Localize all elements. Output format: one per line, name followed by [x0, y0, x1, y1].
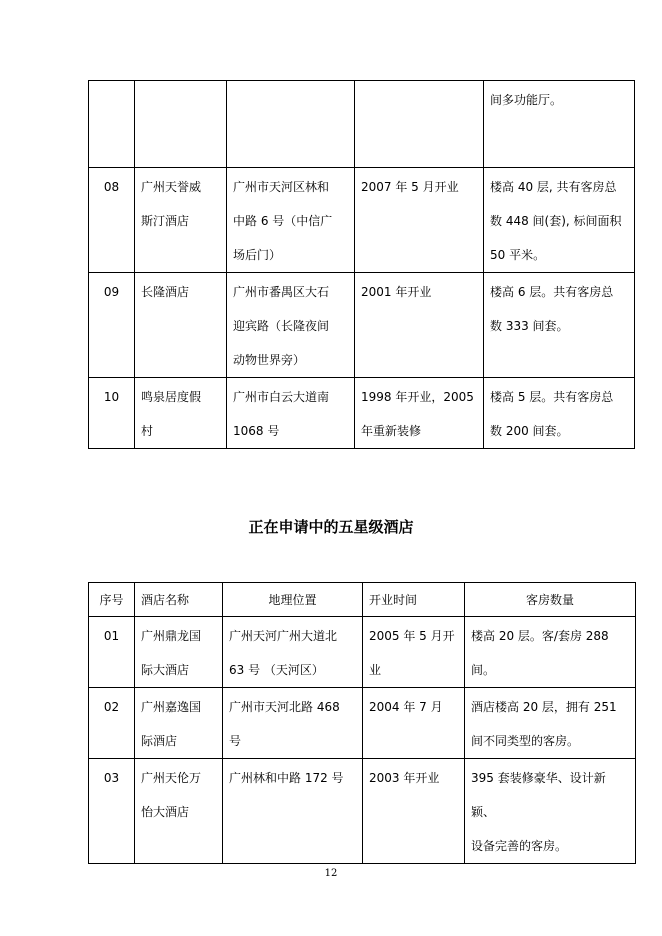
cell-line: 广州市白云大道南 [233, 390, 330, 404]
cell-rooms [465, 688, 636, 759]
cell-rooms [484, 273, 635, 378]
header-num: 序号 [89, 583, 135, 617]
cell-line: 间多功能厅。 [490, 93, 563, 107]
cell-line: 63 号 （天河区） [229, 663, 324, 677]
cell-line: 广州鼎龙国 [141, 629, 202, 643]
cell-line: 际酒店 [141, 734, 178, 748]
cell-opened [355, 273, 484, 378]
cell-line: 广州天河广州大道北 [229, 629, 338, 643]
table-row [89, 168, 635, 273]
cell-rooms [465, 759, 636, 864]
cell-rooms [465, 617, 636, 688]
cell-line: 数 200 间套。 [490, 424, 569, 438]
cell-location [227, 81, 355, 168]
cell-line: 中路 6 号（中信广 [233, 214, 333, 228]
cell-line: 间。 [471, 663, 496, 677]
page-number: 12 [324, 868, 338, 879]
cell-hotel-name [135, 688, 223, 759]
cell-opened [355, 168, 484, 273]
cell-hotel-name [135, 759, 223, 864]
cell-hotel-name [135, 378, 227, 449]
cell-location [223, 688, 363, 759]
cell-line: 动物世界旁） [233, 353, 306, 367]
cell-line: 广州市天河北路 468 [229, 700, 340, 714]
applying-hotels-table [88, 582, 636, 864]
cell-line: 广州林和中路 172 号 [229, 771, 344, 785]
cell-num: 03 [89, 759, 135, 864]
cell-num: 10 [89, 378, 135, 449]
cell-line: 斯汀酒店 [141, 214, 190, 228]
cell-hotel-name [135, 81, 227, 168]
cell-location [227, 273, 355, 378]
cell-opened [363, 688, 465, 759]
table-row [89, 273, 635, 378]
cell-rooms [484, 378, 635, 449]
cell-line: 广州市天河区林和 [233, 180, 330, 194]
table-row [89, 759, 636, 864]
cell-line: 怡大酒店 [141, 805, 190, 819]
cell-hotel-name [135, 617, 223, 688]
cell-line: 长隆酒店 [141, 285, 190, 299]
cell-line: 年重新装修 [361, 424, 422, 438]
cell-line: 50 平米。 [490, 248, 546, 262]
cell-line: 鸣泉居度假 [141, 390, 202, 404]
section-title: 正在申请中的五星级酒店 [248, 518, 414, 536]
cell-line: 村 [141, 424, 154, 438]
cell-line: 2007 年 5 月开业 [361, 180, 459, 194]
cell-hotel-name [135, 273, 227, 378]
cell-line: 395 套装修豪华、设计新颖、 [471, 771, 606, 819]
cell-line: 2005 年 5 月开 [369, 629, 455, 643]
cell-hotel-name [135, 168, 227, 273]
cell-line: 号 [229, 734, 242, 748]
cell-location [223, 759, 363, 864]
cell-line: 数 333 间套。 [490, 319, 569, 333]
cell-line: 数 448 间(套), 标间面积 [490, 214, 622, 228]
cell-location [223, 617, 363, 688]
cell-opened [363, 617, 465, 688]
cell-line: 楼高 20 层。客/套房 288 [471, 629, 609, 643]
cell-opened [355, 378, 484, 449]
table-row [89, 617, 636, 688]
cell-line: 1998 年开业，2005 [361, 390, 474, 404]
cell-line: 广州天伦万 [141, 771, 202, 785]
cell-num: 02 [89, 688, 135, 759]
cell-line: 广州天誉威 [141, 180, 202, 194]
cell-line: 楼高 6 层。共有客房总 [490, 285, 614, 299]
table-row [89, 688, 636, 759]
cell-line: 间不同类型的客房。 [471, 734, 580, 748]
cell-line: 楼高 40 层, 共有客房总 [490, 180, 617, 194]
cell-line: 业 [369, 663, 382, 677]
cell-num: 09 [89, 273, 135, 378]
cell-line: 际大酒店 [141, 663, 190, 677]
table-row [89, 81, 635, 168]
cell-line: 2004 年 7 月 [369, 700, 443, 714]
table-header-row [89, 583, 636, 617]
cell-line: 设备完善的客房。 [471, 839, 568, 853]
cell-line: 1068 号 [233, 424, 280, 438]
cell-num [89, 81, 135, 168]
cell-num: 08 [89, 168, 135, 273]
cell-line: 广州市番禺区大石 [233, 285, 330, 299]
cell-location [227, 168, 355, 273]
cell-opened [363, 759, 465, 864]
cell-line: 2001 年开业 [361, 285, 432, 299]
cell-rooms [484, 81, 635, 168]
cell-num: 01 [89, 617, 135, 688]
header-rooms: 客房数量 [465, 583, 636, 617]
cell-line: 场后门） [233, 248, 282, 262]
cell-location [227, 378, 355, 449]
hotel-table-continued [88, 80, 635, 449]
cell-opened [355, 81, 484, 168]
cell-rooms [484, 168, 635, 273]
cell-line: 楼高 5 层。共有客房总 [490, 390, 614, 404]
cell-line: 迎宾路（长隆夜间 [233, 319, 330, 333]
header-opened: 开业时间 [363, 583, 465, 617]
cell-line: 2003 年开业 [369, 771, 440, 785]
cell-line: 广州嘉逸国 [141, 700, 202, 714]
cell-line: 酒店楼高 20 层，拥有 251 [471, 700, 617, 714]
header-name: 酒店名称 [135, 583, 223, 617]
header-location: 地理位置 [223, 583, 363, 617]
table-row [89, 378, 635, 449]
